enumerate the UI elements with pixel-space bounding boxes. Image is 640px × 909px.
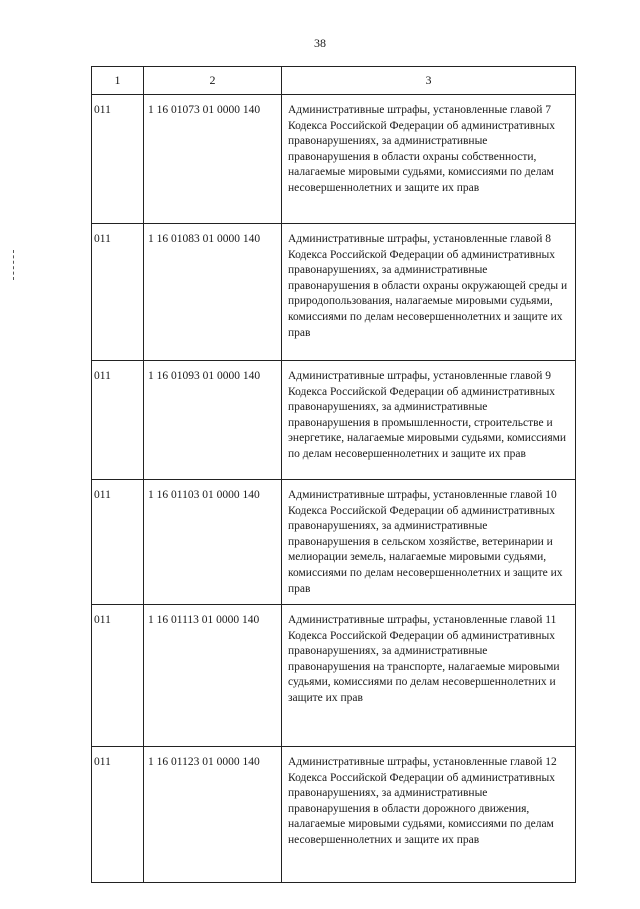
budget-code-cell: 1 16 01103 01 0000 140 bbox=[144, 480, 282, 605]
column-header-3: 3 bbox=[282, 67, 576, 95]
admin-code-cell: 011 bbox=[92, 480, 144, 605]
budget-code-cell: 1 16 01123 01 0000 140 bbox=[144, 747, 282, 883]
admin-code-cell: 011 bbox=[92, 361, 144, 480]
page-number: 38 bbox=[314, 36, 326, 50]
admin-code-cell: 011 bbox=[92, 605, 144, 747]
table-header-row bbox=[92, 67, 576, 95]
description-cell: Административные штрафы, установленные главой 11 Кодекса Российской Федерации об административных правонарушениях, за административные правонарушения на транспорте, налагаемые мировыми судьями, комиссиями по делам несовершеннолетних и защите их прав bbox=[282, 605, 576, 747]
description-cell: Административные штрафы, установленные главой 10 Кодекса Российской Федерации об административных правонарушениях, за административные правонарушения в сельском хозяйстве, ветеринарии и мелиорации земель, налагаемые мировыми судьями, комиссиями по делам несовершеннолетних и защите их прав bbox=[282, 480, 576, 605]
table-row bbox=[92, 224, 576, 361]
table-row bbox=[92, 480, 576, 605]
column-header-1: 1 bbox=[92, 67, 144, 95]
description-cell: Административные штрафы, установленные главой 9 Кодекса Российской Федерации об административных правонарушениях, за административные правонарушения в промышленности, строительстве и энергетике, налагаемые мировыми судьями, комиссиями по делам несовершеннолетних и защите их прав bbox=[282, 361, 576, 480]
table-row bbox=[92, 747, 576, 883]
admin-code-cell: 011 bbox=[92, 747, 144, 883]
budget-code-cell: 1 16 01113 01 0000 140 bbox=[144, 605, 282, 747]
budget-code-cell: 1 16 01083 01 0000 140 bbox=[144, 224, 282, 361]
description-cell: Административные штрафы, установленные главой 8 Кодекса Российской Федерации об административных правонарушениях, за административные правонарушения в области охраны окружающей среды и природопользования, налагаемые мировыми судьями, комиссиями по делам несовершеннолетних и защите их прав bbox=[282, 224, 576, 361]
budget-code-cell: 1 16 01073 01 0000 140 bbox=[144, 95, 282, 224]
column-header-2: 2 bbox=[144, 67, 282, 95]
admin-code-cell: 011 bbox=[92, 95, 144, 224]
table-row bbox=[92, 605, 576, 747]
budget-code-cell: 1 16 01093 01 0000 140 bbox=[144, 361, 282, 480]
table-row bbox=[92, 361, 576, 480]
scan-margin-mark bbox=[13, 250, 15, 280]
budget-codes-table bbox=[91, 66, 576, 883]
admin-code-cell: 011 bbox=[92, 224, 144, 361]
table-row bbox=[92, 95, 576, 224]
description-cell: Административные штрафы, установленные главой 12 Кодекса Российской Федерации об административных правонарушениях, за административные правонарушения в области дорожного движения, налагаемые мировыми судьями, комиссиями по делам несовершеннолетних и защите их прав bbox=[282, 747, 576, 883]
description-cell: Административные штрафы, установленные главой 7 Кодекса Российской Федерации об административных правонарушениях, за административные правонарушения в области охраны собственности, налагаемые мировыми судьями, комиссиями по делам несовершеннолетних и защите их прав bbox=[282, 95, 576, 224]
